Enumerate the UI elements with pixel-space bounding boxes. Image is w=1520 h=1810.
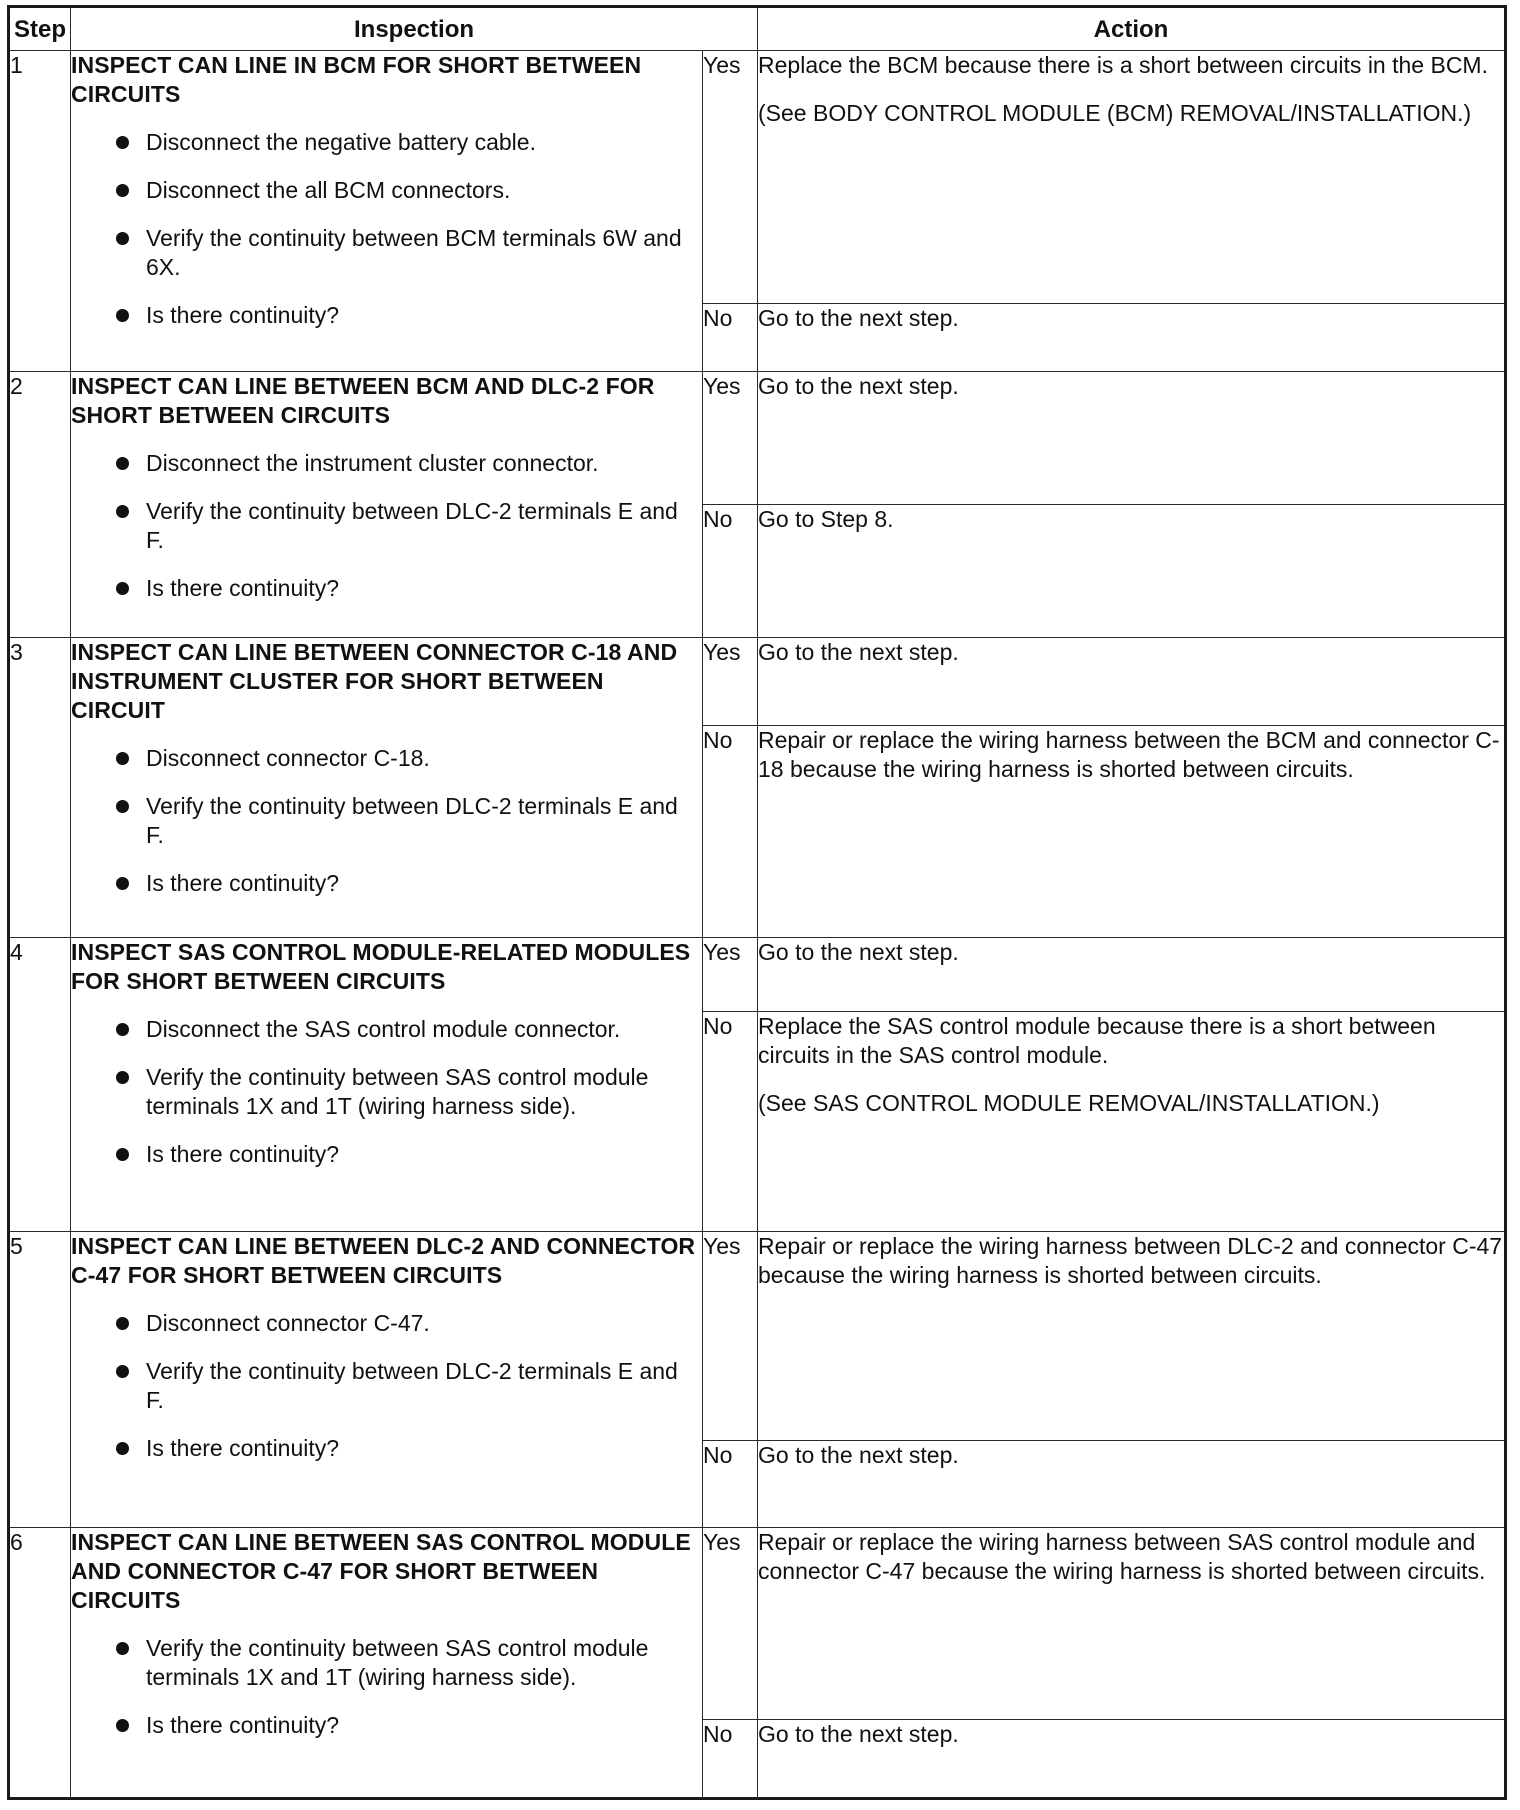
action-text: Repair or replace the wiring harness between DLC-2 and connector C-47 because the wiring harness is shorted between circuits.	[758, 1233, 1503, 1289]
bullet-item	[146, 744, 702, 773]
action-text: Go to the next step.	[758, 938, 959, 965]
action-text: Go to the next step.	[758, 1720, 959, 1747]
step-number: 4	[9, 937, 71, 1232]
action-text: (See SAS CONTROL MODULE REMOVAL/INSTALLATION.)	[758, 1090, 1380, 1117]
step-row	[9, 372, 1506, 505]
no-label: No	[703, 1719, 758, 1798]
bullet-dot-icon	[116, 877, 129, 890]
inspection-bullets	[71, 128, 702, 330]
action-text: Repair or replace the wiring harness between SAS control module and connector C-47 because the wiring harness is shorted between circuits.	[758, 1529, 1486, 1585]
step-number: 6	[9, 1528, 71, 1799]
bullet-dot-icon	[116, 232, 129, 245]
inspection-title: INSPECT CAN LINE BETWEEN SAS CONTROL MODULE AND CONNECTOR C-47 FOR SHORT BETWEEN CIRCUITS	[71, 1529, 691, 1614]
bullet-item	[146, 224, 702, 282]
action-text: Go to the next step.	[758, 305, 959, 332]
action-text: Repair or replace the wiring harness between the BCM and connector C-18 because the wiring harness is shorted between circuits.	[758, 727, 1500, 783]
action-text: Go to Step 8.	[758, 506, 894, 533]
no-label: No	[703, 726, 758, 937]
bullet-text: Is there continuity?	[146, 302, 340, 328]
bullet-item	[146, 128, 702, 157]
step-number: 2	[9, 372, 71, 638]
bullet-text: Disconnect the all BCM connectors.	[146, 177, 511, 203]
header-step: Step	[9, 7, 71, 51]
bullet-dot-icon	[116, 1071, 129, 1084]
bullet-text: Is there continuity?	[146, 1712, 340, 1739]
yes-action	[758, 51, 1506, 304]
bullet-item	[146, 1634, 702, 1692]
no-label: No	[703, 505, 758, 638]
inspection-cell	[71, 372, 703, 638]
bullet-text: Verify the continuity between DLC-2 terminals E and F.	[146, 498, 678, 554]
bullet-item	[146, 301, 702, 330]
inspection-cell	[71, 638, 703, 937]
action-text: Go to the next step.	[758, 373, 959, 400]
bullet-text: Is there continuity?	[146, 1140, 340, 1167]
bullet-item	[146, 176, 702, 205]
bullet-item	[146, 574, 702, 603]
bullet-dot-icon	[116, 800, 129, 813]
bullet-dot-icon	[116, 136, 129, 149]
bullet-text: Verify the continuity between BCM terminals 6W and 6X.	[146, 225, 682, 280]
bullet-item	[146, 449, 702, 478]
inspection-bullets	[71, 744, 702, 898]
inspection-title: INSPECT CAN LINE BETWEEN BCM AND DLC-2 FOR SHORT BETWEEN CIRCUITS	[71, 373, 655, 429]
yes-action	[758, 1528, 1506, 1720]
bullet-dot-icon	[116, 1642, 129, 1655]
bullet-item	[146, 792, 702, 850]
yes-action	[758, 638, 1506, 726]
bullet-item	[146, 1063, 702, 1121]
bullet-item	[146, 1015, 702, 1044]
no-action	[758, 726, 1506, 937]
bullet-dot-icon	[116, 1023, 129, 1036]
bullet-text: Verify the continuity between SAS control module terminals 1X and 1T (wiring harness side).	[146, 1063, 649, 1119]
bullet-dot-icon	[116, 457, 129, 470]
yes-label: Yes	[703, 937, 758, 1012]
no-action	[758, 1719, 1506, 1798]
step-number: 3	[9, 638, 71, 937]
no-action	[758, 1441, 1506, 1528]
bullet-text: Disconnect the SAS control module connector.	[146, 1015, 621, 1042]
bullet-item	[146, 497, 702, 555]
bullet-text: Is there continuity?	[146, 870, 340, 897]
yes-label: Yes	[703, 51, 758, 304]
bullet-text: Is there continuity?	[146, 575, 340, 602]
bullet-dot-icon	[116, 1317, 129, 1330]
diagnostic-procedure-sheet	[7, 5, 1504, 1800]
bullet-dot-icon	[116, 752, 129, 765]
yes-action	[758, 937, 1506, 1012]
bullet-item	[146, 1434, 702, 1463]
action-text: Replace the BCM because there is a short between circuits in the BCM.	[758, 52, 1488, 78]
inspection-bullets	[71, 1015, 702, 1169]
bullet-dot-icon	[116, 505, 129, 518]
action-text: Go to the next step.	[758, 1442, 959, 1469]
bullet-dot-icon	[116, 184, 129, 197]
step-row	[9, 638, 1506, 726]
bullet-dot-icon	[116, 309, 129, 322]
bullet-text: Disconnect the negative battery cable.	[146, 129, 536, 155]
steps-body	[9, 51, 1506, 1799]
bullet-dot-icon	[116, 1365, 129, 1378]
bullet-dot-icon	[116, 1442, 129, 1455]
no-label: No	[703, 1441, 758, 1528]
header-inspection: Inspection	[71, 7, 758, 51]
no-action	[758, 1012, 1506, 1232]
bullet-item	[146, 1357, 702, 1415]
yes-label: Yes	[703, 1528, 758, 1720]
bullet-text: Verify the continuity between DLC-2 terminals E and F.	[146, 1358, 678, 1414]
no-action	[758, 505, 1506, 638]
header-action: Action	[758, 7, 1506, 51]
no-label: No	[703, 1012, 758, 1232]
step-row	[9, 1232, 1506, 1441]
bullet-item	[146, 1140, 702, 1169]
inspection-bullets	[71, 1634, 702, 1740]
inspection-cell	[71, 51, 703, 372]
step-number: 5	[9, 1232, 71, 1528]
inspection-bullets	[71, 449, 702, 603]
inspection-title: INSPECT CAN LINE IN BCM FOR SHORT BETWEEN CIRCUITS	[71, 52, 642, 107]
inspection-cell	[71, 937, 703, 1232]
bullet-dot-icon	[116, 1719, 129, 1732]
bullet-text: Verify the continuity between DLC-2 terminals E and F.	[146, 793, 678, 849]
yes-label: Yes	[703, 638, 758, 726]
step-row	[9, 1528, 1506, 1720]
inspection-title: INSPECT CAN LINE BETWEEN CONNECTOR C-18 AND INSTRUMENT CLUSTER FOR SHORT BETWEEN CIRCUIT	[71, 639, 678, 724]
action-text: Go to the next step.	[758, 639, 959, 666]
bullet-text: Disconnect the instrument cluster connector.	[146, 450, 599, 477]
table-header-row	[9, 7, 1506, 51]
bullet-item	[146, 1711, 702, 1740]
bullet-item	[146, 869, 702, 898]
no-label: No	[703, 304, 758, 372]
inspection-cell	[71, 1528, 703, 1799]
action-text: Replace the SAS control module because there is a short between circuits in the SAS control module.	[758, 1013, 1436, 1069]
inspection-bullets	[71, 1309, 702, 1463]
bullet-text: Is there continuity?	[146, 1435, 340, 1462]
inspection-title: INSPECT SAS CONTROL MODULE-RELATED MODULES FOR SHORT BETWEEN CIRCUITS	[71, 938, 691, 994]
step-row	[9, 51, 1506, 304]
yes-action	[758, 1232, 1506, 1441]
diagnostic-table	[7, 5, 1507, 1800]
yes-action	[758, 372, 1506, 505]
yes-label: Yes	[703, 1232, 758, 1441]
inspection-cell	[71, 1232, 703, 1528]
step-number: 1	[9, 51, 71, 372]
yes-label: Yes	[703, 372, 758, 505]
inspection-title: INSPECT CAN LINE BETWEEN DLC-2 AND CONNECTOR C-47 FOR SHORT BETWEEN CIRCUITS	[71, 1233, 696, 1289]
bullet-dot-icon	[116, 1148, 129, 1161]
bullet-text: Disconnect connector C-47.	[146, 1310, 430, 1337]
step-row	[9, 937, 1506, 1012]
bullet-dot-icon	[116, 582, 129, 595]
bullet-text: Disconnect connector C-18.	[146, 745, 430, 772]
bullet-text: Verify the continuity between SAS control module terminals 1X and 1T (wiring harness side).	[146, 1635, 649, 1691]
bullet-item	[146, 1309, 702, 1338]
no-action	[758, 304, 1506, 372]
action-text: (See BODY CONTROL MODULE (BCM) REMOVAL/INSTALLATION.)	[758, 100, 1472, 126]
